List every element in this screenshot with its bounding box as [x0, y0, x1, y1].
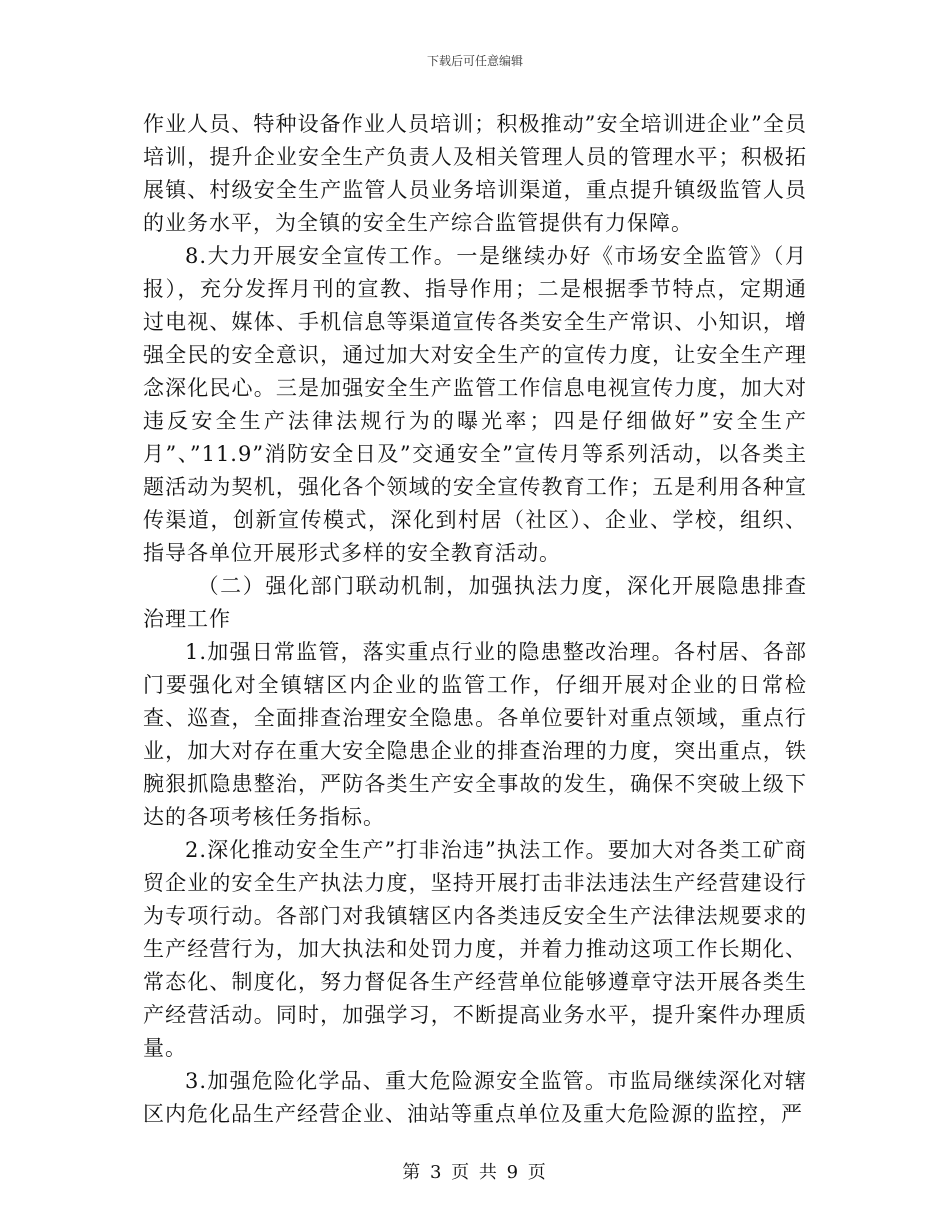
paragraph-daily-supervision: 1.加强日常监管，落实重点行业的隐患整改治理。各村居、各部门要强化对全镇辖区内企业的监管工作，仔细开展对企业的日常检查、巡查，全面排查治理安全隐患。各单位要针对重点领域，重点行业，加大对存在重大安全隐患企业的排查治理的力度，突出重点，铁腕狠抓隐患整治，严防各类生产安全事故的发生，确保不突破上级下达的各项考核任务指标。 — [143, 640, 807, 829]
paragraph-law-enforcement: 2.深化推动安全生产”打非治违”执法工作。要加大对各类工矿商贸企业的安全生产执法力度，坚持开展打击非法违法生产经营建设行为专项行动。各部门对我镇辖区内各类违反安全生产法律法规要求的生产经营行为，加大执法和处罚力度，并着力推动这项工作长期化、常态化、制度化，努力督促各生产经营单位能够遵章守法开展各类生产经营活动。同时，加强学习，不断提高业务水平，提升案件办理质量。 — [143, 838, 807, 1060]
section-heading-department-linkage: （二）强化部门联动机制，加强执法力度，深化开展隐患排查治理工作 — [143, 574, 807, 631]
paragraph-training-continued: 作业人员、特种设备作业人员培训；积极推动”安全培训进企业”全员培训，提升企业安全生产负责人及相关管理人员的管理水平；积极拓展镇、村级安全生产监管人员业务培训渠道，重点提升镇级监管人员的业务水平，为全镇的安全生产综合监管提供有力保障。 — [143, 112, 807, 235]
page-header: 下载后可任意编辑 — [426, 54, 523, 68]
page-number: 第 3 页 共 9 页 — [402, 1162, 548, 1183]
paragraph-hazardous-chemicals: 3.加强危险化学品、重大危险源安全监管。市监局继续深化对辖区内危化品生产经营企业、油站等重点单位及重大危险源的监控，严 — [143, 1069, 807, 1126]
paragraph-safety-publicity: 8.大力开展安全宣传工作。一是继续办好《市场安全监管》（月报），充分发挥月刊的宣教、指导作用；二是根据季节特点，定期通过电视、媒体、手机信息等渠道宣传各类安全生产常识、小知识，增强全民的安全意识，通过加大对安全生产的宣传力度，让安全生产理念深化民心。三是加强安全生产监管工作信息电视宣传力度，加大对违反安全生产法律法规行为的曝光率；四是仔细做好”安全生产月”、”11.9”消防安全日及”交通安全”宣传月等系列活动，以各类主题活动为契机，强化各个领域的安全宣传教育工作；五是利用各种宣传渠道，创新宣传模式，深化到村居（社区）、企业、学校，组织、指导各单位开展形式多样的安全教育活动。 — [143, 244, 807, 565]
document-body — [143, 108, 807, 1131]
